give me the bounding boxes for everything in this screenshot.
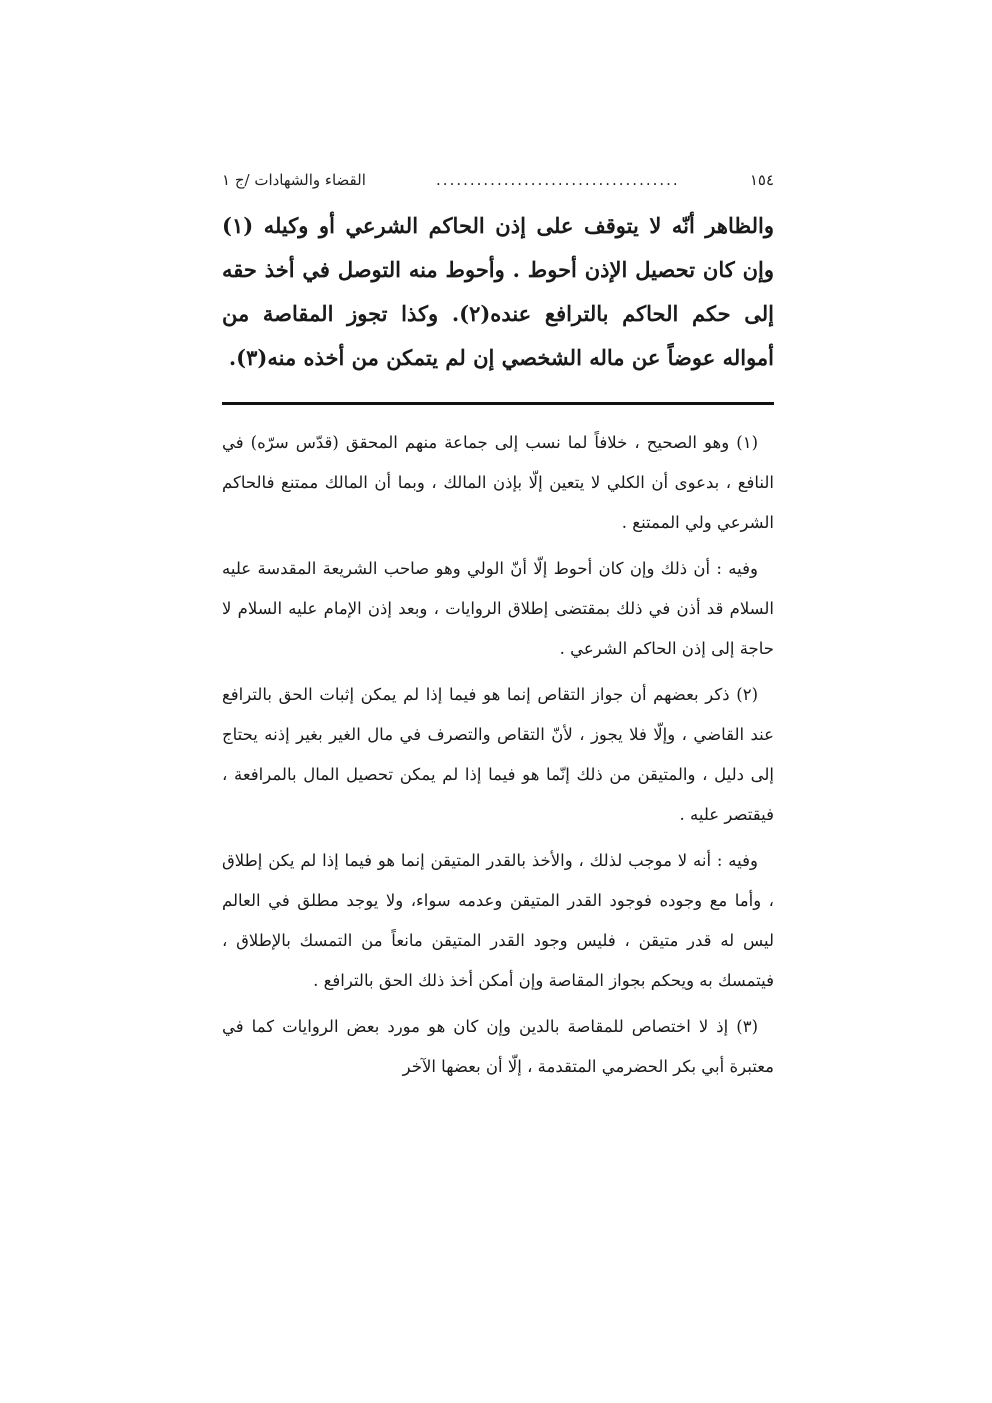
footnote-2: (٢) ذكر بعضهم أن جواز التقاص إنما هو فيما إذا لم يمكن إثبات الحق بالترافع عند القاضي ، وإلّا فلا يجوز ، لأنّ التقاص والتصرف في مال الغير بغير إذنه يحتاج إلى دليل ، والمتيقن من ذلك إنّما هو فيما إذا لم يمكن تحصيل المال بالمرافعة ، فيقتصر عليه . [222, 685, 774, 824]
footnote-3: (٣) إذ لا اختصاص للمقاصة بالدين وإن كان هو مورد بعض الروايات كما في معتبرة أبي بكر الحضرمي المتقدمة ، إلّا أن بعضها الآخر [222, 1017, 774, 1076]
footnote-separator [222, 402, 774, 405]
footnote-1-commentary: وفيه : أن ذلك وإن كان أحوط إلّا أنّ الولي وهو صاحب الشريعة المقدسة عليه السلام قد أذن في ذلك بمقتضى إطلاق الروايات ، وبعد إذن الإمام عليه السلام لا حاجة إلى إذن الحاكم الشرعي . [222, 559, 774, 658]
header-leader-dots: .................................... [436, 171, 680, 189]
footnotes [222, 423, 774, 1087]
main-text [222, 204, 774, 380]
main-paragraph: والظاهر أنّه لا يتوقف على إذن الحاكم الشرعي أو وكيله (١) وإن كان تحصيل الإذن أحوط . وأحوط منه التوصل في أخذ حقه إلى حكم الحاكم بالترافع عنده(٢). وكذا تجوز المقاصة من أمواله عوضاً عن ماله الشخصي إن لم يتمكن من أخذه منه(٣). [222, 213, 774, 370]
page-number: ١٥٤ [749, 171, 774, 189]
footnote-1: (١) وهو الصحيح ، خلافاً لما نسب إلى جماعة منهم المحقق (قدّس سرّه) في النافع ، بدعوى أن الكلي لا يتعين إلّا بإذن المالك ، وبما أن المالك ممتنع فالحاكم الشرعي ولي الممتنع . [222, 433, 774, 532]
footnote-2-commentary: وفيه : أنه لا موجب لذلك ، والأخذ بالقدر المتيقن إنما هو فيما إذا لم يكن إطلاق ، وأما مع وجوده فوجود القدر المتيقن وعدمه سواء، ولا يوجد مطلق في العالم ليس له قدر متيقن ، فليس وجود القدر المتيقن مانعاً من التمسك بالإطلاق ، فيتمسك به ويحكم بجواز المقاصة وإن أمكن أخذ ذلك الحق بالترافع . [222, 851, 774, 990]
running-header [222, 170, 774, 190]
document-page [222, 170, 774, 1093]
book-title: القضاء والشهادات /ج ١ [222, 171, 366, 189]
